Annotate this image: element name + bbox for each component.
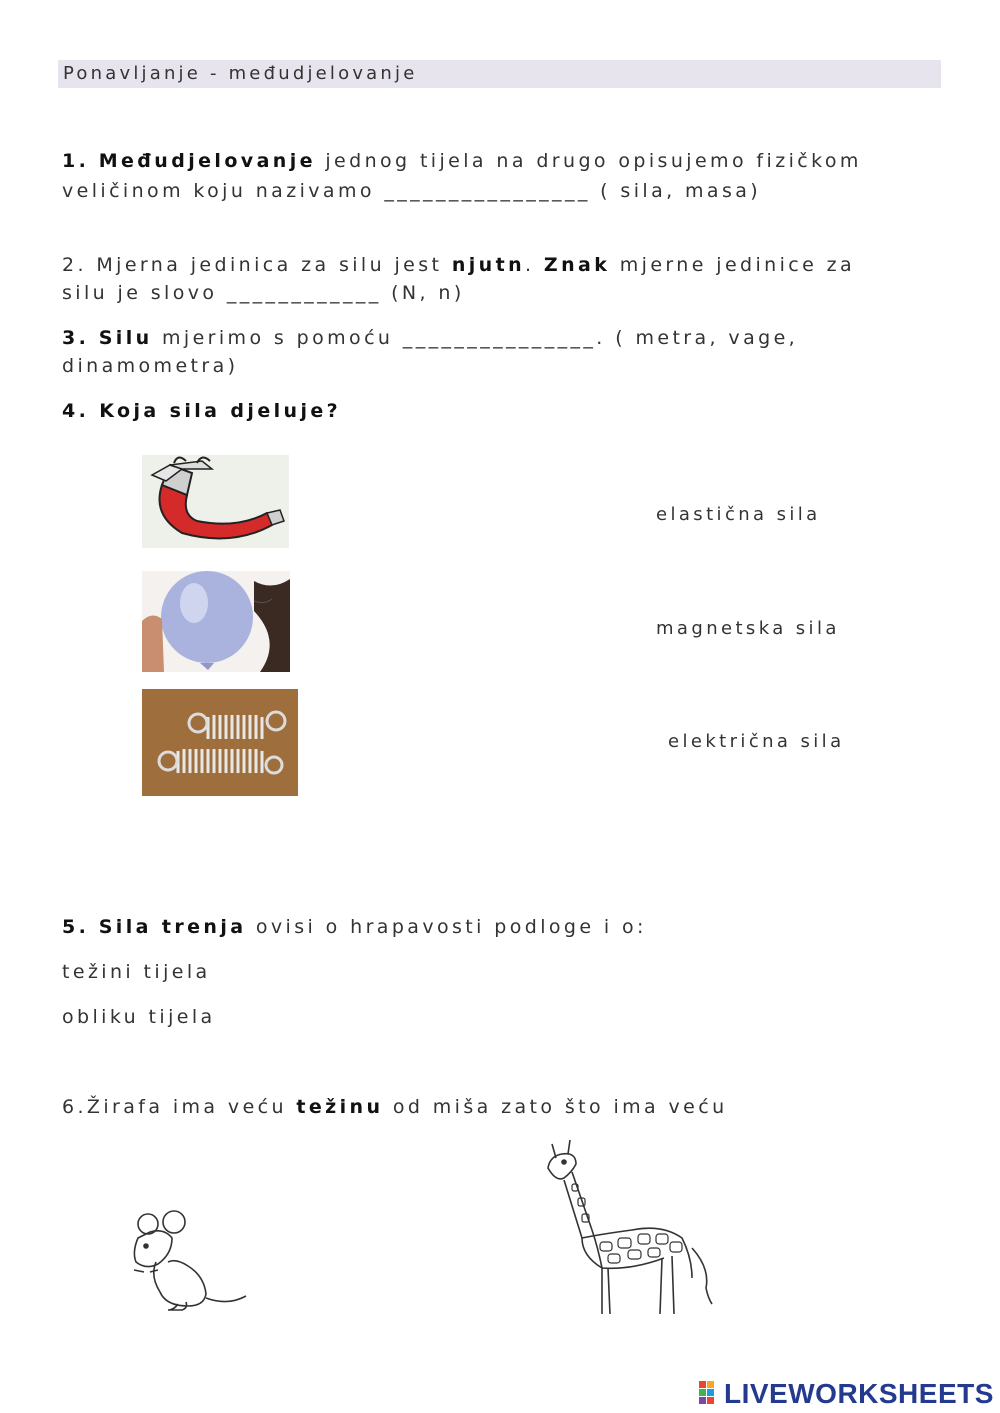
q1-line2: veličinom koju nazivamo ________________ ( sila, masa) xyxy=(62,180,762,202)
q4-title: 4. Koja sila djeluje? xyxy=(62,400,342,422)
q5-text: ovisi o hrapavosti podloge i o: xyxy=(246,916,647,938)
q3-bold: Silu xyxy=(98,327,153,349)
brand-logo xyxy=(698,1376,994,1412)
q2-bold-njutn: njutn xyxy=(451,254,526,276)
q1-line1 xyxy=(62,150,862,172)
q3-line2: dinamometra) xyxy=(62,355,239,377)
q6-bold: težinu xyxy=(296,1096,384,1118)
giraffe-image xyxy=(542,1138,717,1316)
q1-number: 1. xyxy=(62,150,90,172)
q2-line2: silu je slovo ____________ (N, n) xyxy=(62,282,465,304)
q6-text-b: od miša zato što ima veću xyxy=(383,1096,728,1118)
q5-option-obliku[interactable]: obliku tijela xyxy=(62,1006,216,1028)
q5-option-tezini[interactable]: težini tijela xyxy=(62,961,211,983)
q3-text: mjerimo s pomoću _______________. ( metra, vage, xyxy=(152,327,799,349)
brand-icon xyxy=(698,1379,724,1409)
answer-magnetska[interactable]: magnetska sila xyxy=(656,618,840,639)
q2-text-b: . xyxy=(525,254,544,276)
answer-elektricna[interactable]: električna sila xyxy=(668,731,845,752)
balloon-image[interactable] xyxy=(142,571,290,672)
answer-elasticna[interactable]: elastična sila xyxy=(656,504,821,525)
page-title: Ponavljanje - međudjelovanje xyxy=(63,63,418,84)
magnet-image[interactable] xyxy=(142,455,289,548)
q1-bold: Međudjelovanje xyxy=(98,150,316,172)
q2-text-a: 2. Mjerna jedinica za silu jest xyxy=(62,254,452,276)
title-bar xyxy=(58,60,941,88)
q2-line1 xyxy=(62,254,855,276)
q5-line1 xyxy=(62,916,647,938)
brand-text: LIVEWORKSHEETS xyxy=(724,1378,994,1409)
q3-number: 3. xyxy=(62,327,90,349)
q5-bold: Sila trenja xyxy=(98,916,247,938)
q3-line1 xyxy=(62,327,798,349)
springs-image[interactable] xyxy=(142,689,298,796)
q2-text-c: mjerne jedinice za xyxy=(610,254,856,276)
mouse-image xyxy=(128,1210,250,1316)
q2-bold-znak: Znak xyxy=(543,254,611,276)
q6-line1 xyxy=(62,1096,728,1118)
q6-text-a: 6.Žirafa ima veću xyxy=(62,1096,297,1118)
q5-number: 5. xyxy=(62,916,90,938)
q1-text: jednog tijela na drugo opisujemo fizičkom xyxy=(315,150,862,172)
